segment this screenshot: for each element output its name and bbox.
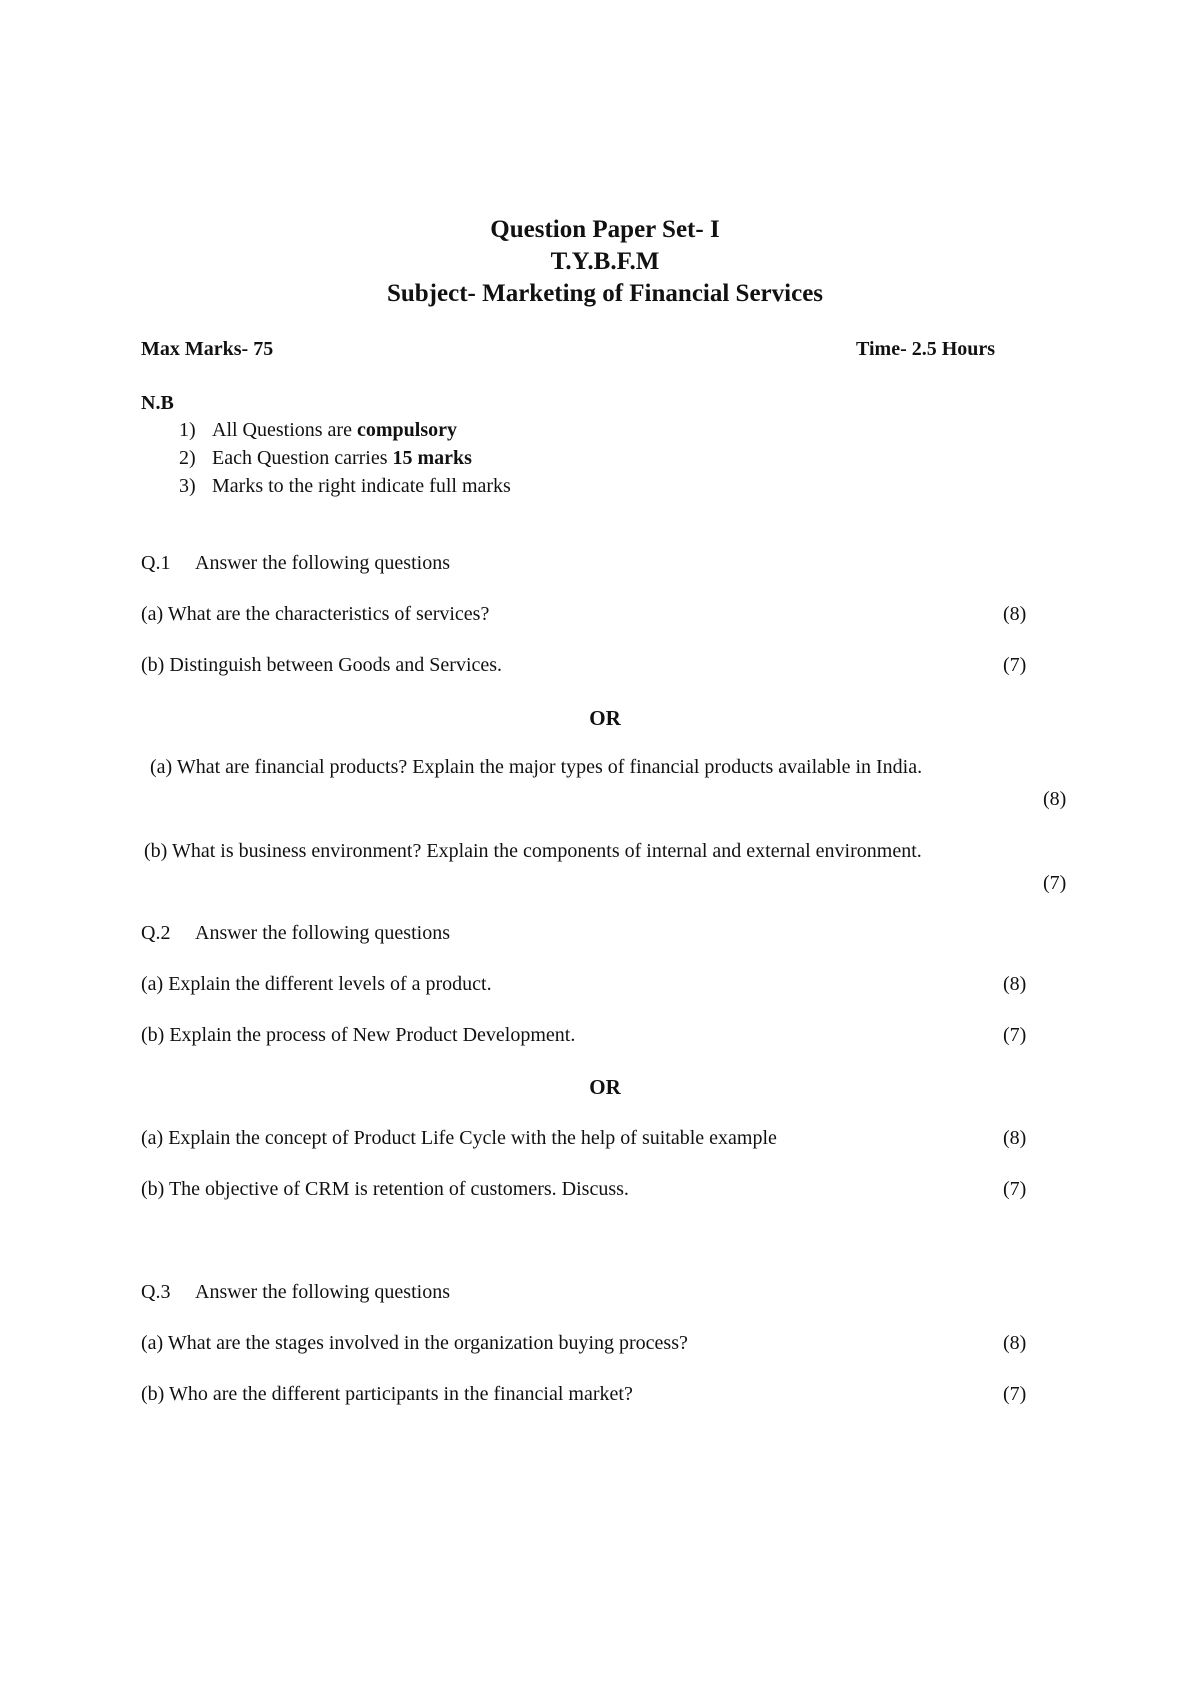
question-instruction: Answer the following questions xyxy=(195,922,450,944)
nb-item-emphasis: compulsory xyxy=(356,419,457,441)
nb-item-text: Each Question carries xyxy=(212,447,393,469)
nb-item-text: Marks to the right indicate full marks xyxy=(212,475,511,497)
subject-title: Subject- Marketing of Financial Services xyxy=(386,280,824,307)
nb-item-number: 1) xyxy=(179,419,196,441)
q1-a-text: (a) What are the characteristics of services? xyxy=(141,603,490,625)
nb-item xyxy=(179,447,472,470)
nb-item-text: All Questions are xyxy=(212,419,357,441)
q1-alt-a-text: (a) What are financial products? Explain the major types of financial products available in India. xyxy=(150,756,923,778)
q1-heading xyxy=(141,552,450,575)
nb-item xyxy=(179,419,457,442)
nb-heading: N.B xyxy=(141,392,174,414)
nb-item-number: 3) xyxy=(179,475,196,497)
q3-a-text: (a) What are the stages involved in the organization buying process? xyxy=(141,1332,688,1354)
q1-alt-b-marks: (7) xyxy=(1043,872,1067,894)
q1-alt-b-text: (b) What is business environment? Explain the components of internal and external environment. xyxy=(144,840,922,862)
or-separator: OR xyxy=(589,706,621,730)
q2-a-marks: (8) xyxy=(1003,973,1027,995)
q1-b-marks: (7) xyxy=(1003,654,1027,676)
q1-alt-a-marks: (8) xyxy=(1043,788,1067,810)
or-separator: OR xyxy=(589,1075,621,1099)
time-allowed: Time- 2.5 Hours xyxy=(856,338,996,360)
question-number: Q.2 xyxy=(141,922,171,944)
question-number: Q.1 xyxy=(141,552,171,574)
q2-b-text: (b) Explain the process of New Product Development. xyxy=(141,1024,576,1046)
q3-b-marks: (7) xyxy=(1003,1383,1027,1405)
paper-title: Question Paper Set- I xyxy=(490,216,720,243)
nb-item-emphasis: 15 marks xyxy=(392,447,472,469)
max-marks: Max Marks- 75 xyxy=(141,338,274,360)
question-number: Q.3 xyxy=(141,1281,171,1303)
q1-a-marks: (8) xyxy=(1003,603,1027,625)
q2-b-marks: (7) xyxy=(1003,1024,1027,1046)
q2-alt-a-text: (a) Explain the concept of Product Life Cycle with the help of suitable example xyxy=(141,1127,777,1149)
q2-heading xyxy=(141,922,450,945)
question-instruction: Answer the following questions xyxy=(195,1281,450,1303)
q3-heading xyxy=(141,1281,450,1304)
q2-alt-b-text: (b) The objective of CRM is retention of customers. Discuss. xyxy=(141,1178,629,1200)
q2-alt-b-marks: (7) xyxy=(1003,1178,1027,1200)
q3-b-text: (b) Who are the different participants in the financial market? xyxy=(141,1383,633,1405)
nb-item-number: 2) xyxy=(179,447,196,469)
q1-b-text: (b) Distinguish between Goods and Services. xyxy=(141,654,503,676)
course-name: T.Y.B.F.M xyxy=(550,248,660,275)
q3-a-marks: (8) xyxy=(1003,1332,1027,1354)
q2-a-text: (a) Explain the different levels of a product. xyxy=(141,973,492,995)
q2-alt-a-marks: (8) xyxy=(1003,1127,1027,1149)
nb-item xyxy=(179,475,511,498)
question-instruction: Answer the following questions xyxy=(195,552,450,574)
